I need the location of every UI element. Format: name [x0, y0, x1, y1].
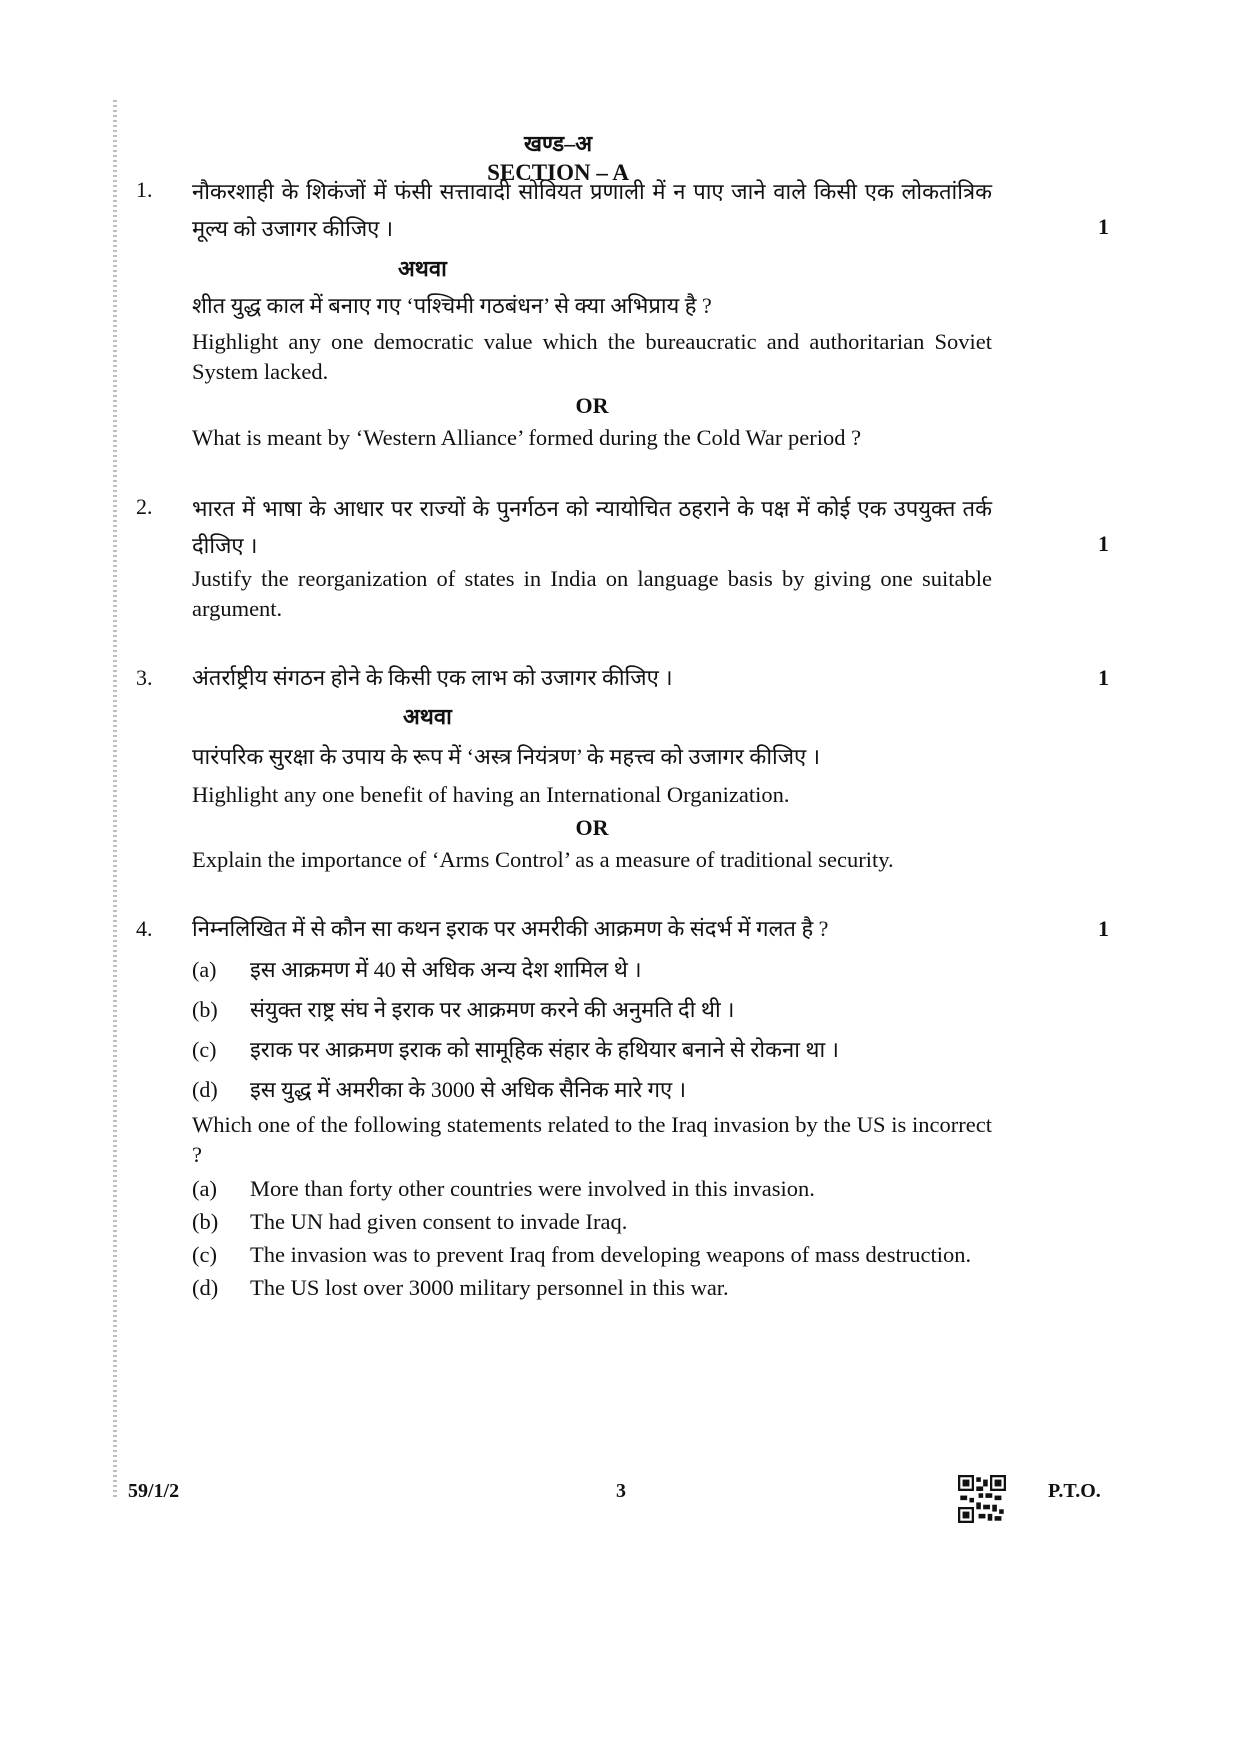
option-label: (d) — [192, 1275, 219, 1300]
section-title-hindi: खण्ड–अ — [523, 131, 593, 156]
question-marks: 1 — [1098, 214, 1109, 239]
paper-code: 59/1/2 — [128, 1480, 180, 1502]
section-title-english: SECTION – A — [487, 160, 629, 185]
option-label: (c) — [192, 1037, 217, 1062]
option-text-hindi: इराक पर आक्रमण इराक को सामूहिक संहार के हथियार बनाने से रोकना था । — [250, 1037, 840, 1062]
question-number: 3. — [136, 665, 153, 690]
or-label-english: OR — [575, 815, 609, 840]
or-label-hindi: अथवा — [403, 704, 452, 729]
option-text-english: The US lost over 3000 military personnel in this war. — [250, 1275, 729, 1300]
question-text-hindi: भारत में भाषा के आधार पर राज्यों के पुनर्गठन को न्यायोचित ठहराने के पक्ष में कोई एक उपयुक्त तर्क दीजिए । — [192, 496, 992, 558]
question-text-hindi-alt: पारंपरिक सुरक्षा के उपाय के रूप में ‘अस्त्र नियंत्रण’ के महत्त्व को उजागर कीजिए । — [192, 744, 821, 769]
option-text-english: The UN had given consent to invade Iraq. — [250, 1209, 628, 1234]
option-label: (a) — [192, 1176, 217, 1201]
question-text-hindi-alt: शीत युद्ध काल में बनाए गए ‘पश्चिमी गठबंधन’ से क्या अभिप्राय है ? — [192, 293, 712, 318]
question-text-english-alt: What is meant by ‘Western Alliance’ formed during the Cold War period ? — [192, 425, 862, 450]
question-text-hindi: नौकरशाही के शिकंजों में फंसी सत्तावादी सोवियत प्रणाली में न पाए जाने वाले किसी एक लोकतांत्रिक मूल्य को उजागर कीजिए । — [192, 179, 992, 241]
question-marks: 1 — [1098, 531, 1109, 556]
question-marks: 1 — [1098, 916, 1109, 941]
pto-label: P.T.O. — [1048, 1480, 1101, 1502]
option-label: (a) — [192, 957, 217, 982]
option-text-hindi: इस युद्ध में अमरीका के 3000 से अधिक सैनिक मारे गए । — [250, 1077, 687, 1102]
or-label-hindi: अथवा — [398, 256, 447, 281]
option-label: (c) — [192, 1242, 217, 1267]
option-text-english: The invasion was to prevent Iraq from developing weapons of mass destruction. — [250, 1242, 972, 1267]
question-number: 1. — [136, 177, 153, 202]
question-number: 4. — [136, 916, 153, 941]
option-label: (d) — [192, 1077, 218, 1102]
question-text-english: Justify the reorganization of states in India on language basis by giving one suitable argument. — [192, 566, 992, 621]
side-security-strip — [113, 100, 117, 1500]
question-number: 2. — [136, 494, 153, 519]
question-text-hindi: अंतर्राष्ट्रीय संगठन होने के किसी एक लाभ को उजागर कीजिए । — [192, 665, 673, 690]
page-number: 3 — [616, 1480, 626, 1502]
option-text-hindi: इस आक्रमण में 40 से अधिक अन्य देश शामिल थे । — [250, 957, 642, 982]
question-marks: 1 — [1098, 665, 1109, 690]
question-text-english: Which one of the following statements related to the Iraq invasion by the US is incorrect ? — [192, 1112, 992, 1167]
question-text-english: Highlight any one benefit of having an International Organization. — [192, 782, 790, 807]
option-text-hindi: संयुक्त राष्ट्र संघ ने इराक पर आक्रमण करने की अनुमति दी थी । — [250, 997, 735, 1022]
option-text-english: More than forty other countries were involved in this invasion. — [250, 1176, 815, 1201]
question-text-english: Highlight any one democratic value which the bureaucratic and authoritarian Soviet System lacked. — [192, 329, 992, 384]
qr-code-icon — [958, 1475, 1006, 1523]
option-label: (b) — [192, 1209, 219, 1234]
option-label: (b) — [192, 997, 218, 1022]
or-label-english: OR — [575, 393, 609, 418]
question-text-english-alt: Explain the importance of ‘Arms Control’ as a measure of traditional security. — [192, 847, 894, 872]
question-text-hindi: निम्नलिखित में से कौन सा कथन इराक पर अमरीकी आक्रमण के संदर्भ में गलत है ? — [192, 916, 829, 941]
